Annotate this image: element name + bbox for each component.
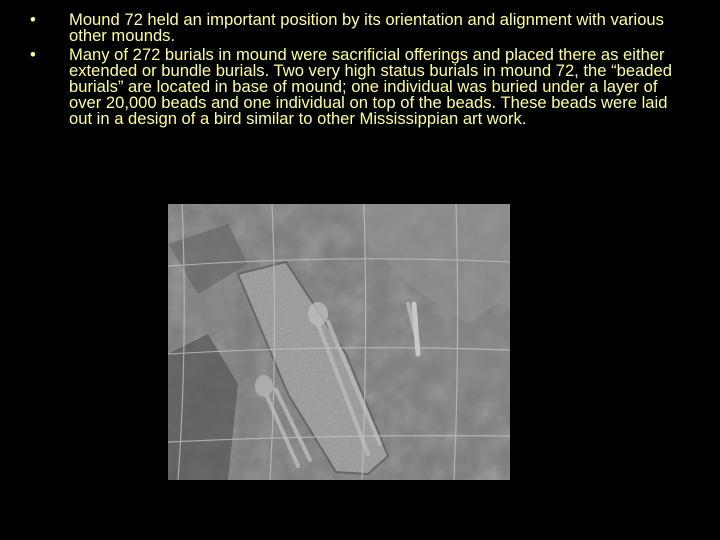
bullet-text: Mound 72 held an important position by its orientation and alignment with various other mounds. <box>69 10 664 45</box>
bullet-item-burials <box>30 47 690 127</box>
excavation-photo <box>168 204 510 480</box>
bullet-marker: • <box>30 10 36 29</box>
excavation-photo-graphic <box>168 204 510 480</box>
bullet-list <box>30 12 690 130</box>
bullet-text: Many of 272 burials in mound were sacrificial offerings and placed there as either extended or bundle burials. Two very high status burials in mound 72, the “beaded burials” are located in base of mound; one individual was buried under a layer of over 20,000 beads and one individual on top of the beads. These beads were laid out in a design of a bird similar to other Mississippian art work. <box>69 45 672 128</box>
bullet-marker: • <box>30 45 36 64</box>
bullet-item-orientation <box>30 12 690 44</box>
